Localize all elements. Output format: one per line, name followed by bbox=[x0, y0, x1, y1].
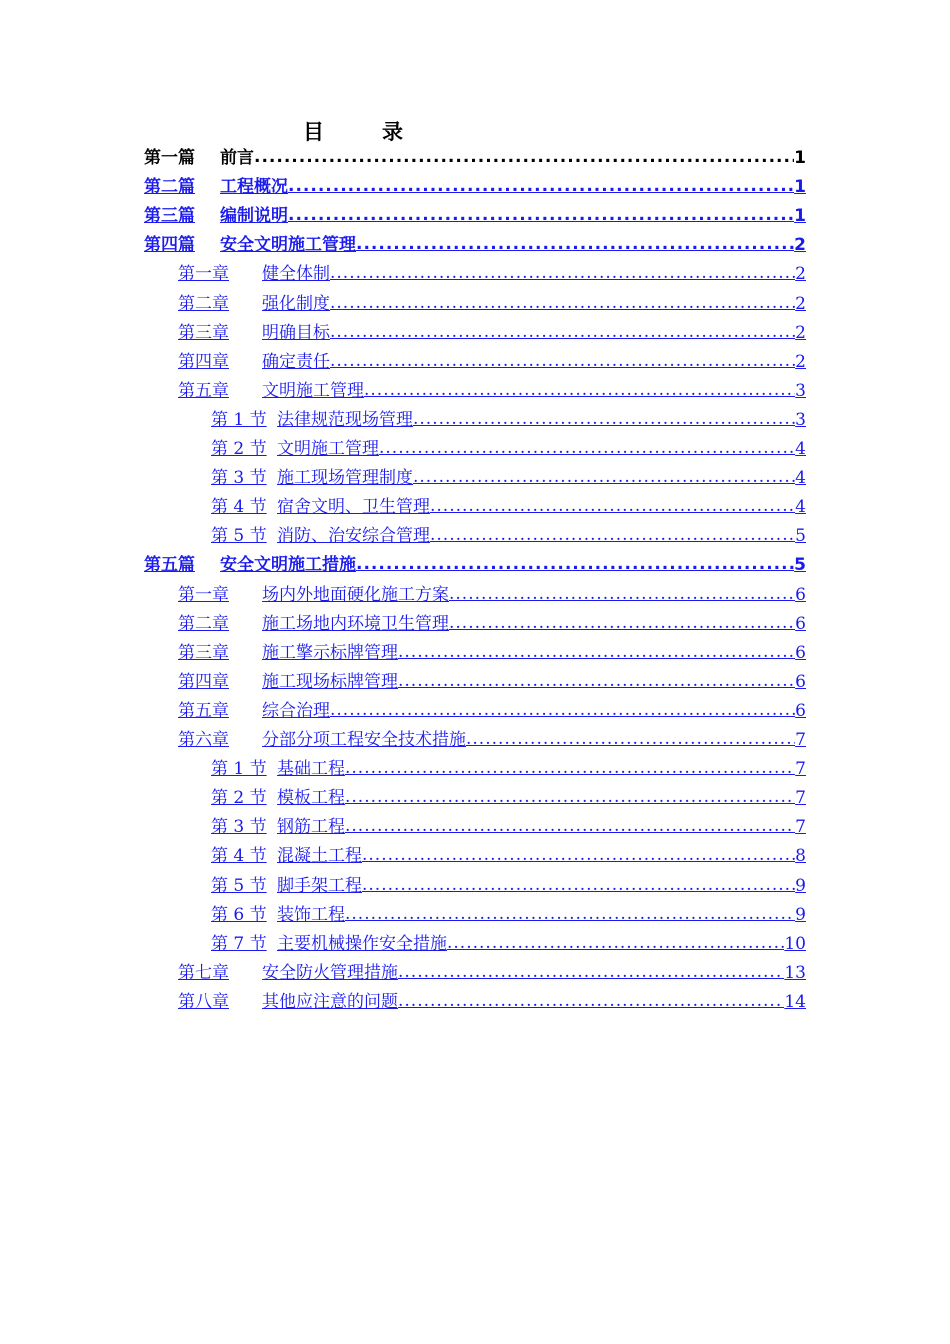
toc-dot-leader bbox=[345, 786, 795, 808]
toc-dot-leader bbox=[345, 757, 795, 779]
toc-entry[interactable] bbox=[144, 227, 806, 256]
toc-dot-leader bbox=[345, 903, 795, 925]
toc-entry-number: 第 6 节 bbox=[211, 905, 267, 925]
toc-entry[interactable] bbox=[211, 518, 806, 547]
toc-dot-leader bbox=[288, 204, 794, 226]
toc-entry[interactable] bbox=[178, 256, 806, 285]
toc-title-left: 目 bbox=[303, 120, 324, 144]
toc-page-number: 14 bbox=[784, 992, 806, 1012]
toc-page-number: 6 bbox=[795, 672, 806, 692]
toc-page-number: 6 bbox=[795, 585, 806, 605]
toc-entry-label: 模板工程 bbox=[277, 788, 345, 808]
toc-entry-label: 场内外地面硬化施工方案 bbox=[262, 585, 449, 605]
toc-dot-leader bbox=[330, 262, 795, 284]
toc-page-number: 4 bbox=[795, 468, 806, 488]
toc-dot-leader bbox=[330, 321, 795, 343]
toc-entry-number: 第七章 bbox=[178, 963, 229, 983]
toc-page-number: 8 bbox=[795, 846, 806, 866]
toc-entry-label: 明确目标 bbox=[262, 323, 330, 343]
toc-page-number: 6 bbox=[795, 701, 806, 721]
toc-entry[interactable] bbox=[178, 664, 806, 693]
toc-entry[interactable] bbox=[178, 577, 806, 606]
toc-entry[interactable] bbox=[178, 722, 806, 751]
toc-entry-label: 前言 bbox=[220, 148, 254, 168]
toc-page-number: 7 bbox=[795, 788, 806, 808]
toc-entry-label: 工程概况 bbox=[220, 177, 288, 197]
toc-page-number: 4 bbox=[795, 497, 806, 517]
toc-entry-label: 施工擎示标牌管理 bbox=[262, 643, 398, 663]
toc-entry-number: 第一章 bbox=[178, 264, 229, 284]
toc-entry-number: 第 3 节 bbox=[211, 817, 267, 837]
toc-page-number: 2 bbox=[795, 323, 806, 343]
toc-dot-leader bbox=[430, 495, 795, 517]
toc-entry-number: 第四章 bbox=[178, 352, 229, 372]
toc-entry-number: 第 1 节 bbox=[211, 759, 267, 779]
toc-dot-leader bbox=[449, 612, 795, 634]
toc-entry-label: 主要机械操作安全措施 bbox=[277, 934, 447, 954]
toc-entry-number: 第 7 节 bbox=[211, 934, 267, 954]
toc-entry-label: 强化制度 bbox=[262, 294, 330, 314]
toc-entry-number: 第三章 bbox=[178, 323, 229, 343]
toc-dot-leader bbox=[398, 961, 784, 983]
toc-entry-number: 第 4 节 bbox=[211, 497, 267, 517]
toc-entry-number: 第二章 bbox=[178, 294, 229, 314]
toc-entry-number: 第 1 节 bbox=[211, 410, 267, 430]
toc-page-number: 1 bbox=[794, 177, 806, 197]
toc-entry-label: 综合治理 bbox=[262, 701, 330, 721]
toc-page-number: 6 bbox=[795, 643, 806, 663]
toc-entry-label: 安全文明施工管理 bbox=[220, 235, 356, 255]
toc-entry-number: 第 5 节 bbox=[211, 876, 267, 896]
toc-page-number: 2 bbox=[794, 235, 806, 255]
toc-entry[interactable] bbox=[211, 926, 806, 955]
toc-entry-label: 装饰工程 bbox=[277, 905, 345, 925]
toc-page-number: 13 bbox=[784, 963, 806, 983]
toc-entry[interactable] bbox=[178, 344, 806, 373]
toc-entry-number: 第三篇 bbox=[144, 206, 195, 226]
toc-dot-leader bbox=[466, 728, 795, 750]
toc-dot-leader bbox=[330, 350, 795, 372]
toc-entry-label: 混凝土工程 bbox=[277, 846, 362, 866]
toc-dot-leader bbox=[449, 583, 795, 605]
toc-entry-number: 第二篇 bbox=[144, 177, 195, 197]
toc-dot-leader bbox=[364, 379, 795, 401]
toc-page-number: 6 bbox=[795, 614, 806, 634]
toc-page-number: 7 bbox=[795, 759, 806, 779]
toc-entry-label: 安全防火管理措施 bbox=[262, 963, 398, 983]
toc-dot-leader bbox=[398, 670, 795, 692]
toc-entry[interactable] bbox=[211, 460, 806, 489]
toc-entry-number: 第四篇 bbox=[144, 235, 195, 255]
toc-dot-leader bbox=[362, 844, 795, 866]
toc-entry-number: 第六章 bbox=[178, 730, 229, 750]
toc-entry[interactable] bbox=[178, 286, 806, 315]
toc-dot-leader bbox=[330, 699, 795, 721]
toc-entry[interactable] bbox=[211, 402, 806, 431]
toc-page-number: 7 bbox=[795, 817, 806, 837]
toc-page-number: 5 bbox=[795, 526, 806, 546]
toc-entry-label: 消防、治安综合管理 bbox=[277, 526, 430, 546]
toc-entry[interactable] bbox=[211, 431, 806, 460]
toc-entry-number: 第五章 bbox=[178, 381, 229, 401]
toc-entry[interactable] bbox=[211, 489, 806, 518]
toc-dot-leader bbox=[398, 641, 795, 663]
toc-page-number: 10 bbox=[784, 934, 806, 954]
toc-entry-label: 钢筋工程 bbox=[277, 817, 345, 837]
toc-entry[interactable] bbox=[178, 955, 806, 984]
toc-entry[interactable] bbox=[211, 838, 806, 867]
toc-dot-leader bbox=[398, 990, 784, 1012]
toc-entry[interactable] bbox=[211, 897, 806, 926]
toc-entry-number: 第五篇 bbox=[144, 555, 195, 575]
toc-page-number: 2 bbox=[795, 294, 806, 314]
toc-dot-leader bbox=[413, 466, 795, 488]
toc-dot-leader bbox=[356, 233, 794, 255]
toc-entry-label: 文明施工管理 bbox=[277, 439, 379, 459]
toc-entry[interactable] bbox=[178, 635, 806, 664]
toc-dot-leader bbox=[345, 815, 795, 837]
toc-entry[interactable] bbox=[211, 780, 806, 809]
toc-page-number: 7 bbox=[795, 730, 806, 750]
toc-entry-number: 第五章 bbox=[178, 701, 229, 721]
toc-entry[interactable] bbox=[144, 547, 806, 576]
toc-dot-leader bbox=[254, 146, 794, 168]
toc-page-number: 4 bbox=[795, 439, 806, 459]
toc-entry[interactable] bbox=[144, 169, 806, 198]
toc-entry-label: 分部分项工程安全技术措施 bbox=[262, 730, 466, 750]
toc-page-number: 1 bbox=[794, 206, 806, 226]
toc-entry[interactable] bbox=[211, 751, 806, 780]
toc-entry bbox=[144, 140, 806, 169]
toc-page-number: 5 bbox=[794, 555, 806, 575]
toc-entry-label: 施工场地内环境卫生管理 bbox=[262, 614, 449, 634]
toc-entry[interactable] bbox=[178, 693, 806, 722]
toc-dot-leader bbox=[413, 408, 795, 430]
toc-entry-label: 脚手架工程 bbox=[277, 876, 362, 896]
toc-dot-leader bbox=[379, 437, 795, 459]
toc-entry[interactable] bbox=[211, 868, 806, 897]
toc-entry[interactable] bbox=[144, 198, 806, 227]
toc-entry[interactable] bbox=[178, 373, 806, 402]
toc-dot-leader bbox=[288, 175, 794, 197]
toc-entry-number: 第 5 节 bbox=[211, 526, 267, 546]
toc-entry-label: 法律规范现场管理 bbox=[277, 410, 413, 430]
toc-entry-number: 第 2 节 bbox=[211, 439, 267, 459]
toc-page-number: 3 bbox=[795, 410, 806, 430]
toc-dot-leader bbox=[362, 874, 795, 896]
toc-entry-label: 确定责任 bbox=[262, 352, 330, 372]
toc-page-number: 2 bbox=[795, 264, 806, 284]
toc-entry-label: 健全体制 bbox=[262, 264, 330, 284]
toc-page-number: 2 bbox=[795, 352, 806, 372]
toc-title-right: 录 bbox=[382, 120, 403, 144]
toc-entry-label: 编制说明 bbox=[220, 206, 288, 226]
toc-page-number: 9 bbox=[795, 876, 806, 896]
toc-entry-number: 第四章 bbox=[178, 672, 229, 692]
toc-entry-number: 第 3 节 bbox=[211, 468, 267, 488]
toc-entry-number: 第八章 bbox=[178, 992, 229, 1012]
toc-entry-number: 第三章 bbox=[178, 643, 229, 663]
toc-entry-label: 施工现场管理制度 bbox=[277, 468, 413, 488]
toc-entry-number: 第 2 节 bbox=[211, 788, 267, 808]
toc-entry-number: 第 4 节 bbox=[211, 846, 267, 866]
toc-entry-number: 第二章 bbox=[178, 614, 229, 634]
toc-entry[interactable] bbox=[211, 809, 806, 838]
toc-entry-label: 施工现场标牌管理 bbox=[262, 672, 398, 692]
toc-entry-label: 文明施工管理 bbox=[262, 381, 364, 401]
toc-entry-number: 第一篇 bbox=[144, 148, 195, 168]
toc-entry[interactable] bbox=[178, 984, 806, 1013]
toc-dot-leader bbox=[430, 524, 795, 546]
toc-entry-label: 宿舍文明、卫生管理 bbox=[277, 497, 430, 517]
toc-page-number: 9 bbox=[795, 905, 806, 925]
toc-entry[interactable] bbox=[178, 606, 806, 635]
toc-entry-number: 第一章 bbox=[178, 585, 229, 605]
toc-page-number: 1 bbox=[794, 148, 806, 168]
toc-dot-leader bbox=[447, 932, 784, 954]
toc-entry[interactable] bbox=[178, 315, 806, 344]
toc-entry-label: 其他应注意的问题 bbox=[262, 992, 398, 1012]
toc-entry-label: 安全文明施工措施 bbox=[220, 555, 356, 575]
toc-dot-leader bbox=[330, 292, 795, 314]
toc-dot-leader bbox=[356, 553, 794, 575]
toc-entry-label: 基础工程 bbox=[277, 759, 345, 779]
toc-page-number: 3 bbox=[795, 381, 806, 401]
